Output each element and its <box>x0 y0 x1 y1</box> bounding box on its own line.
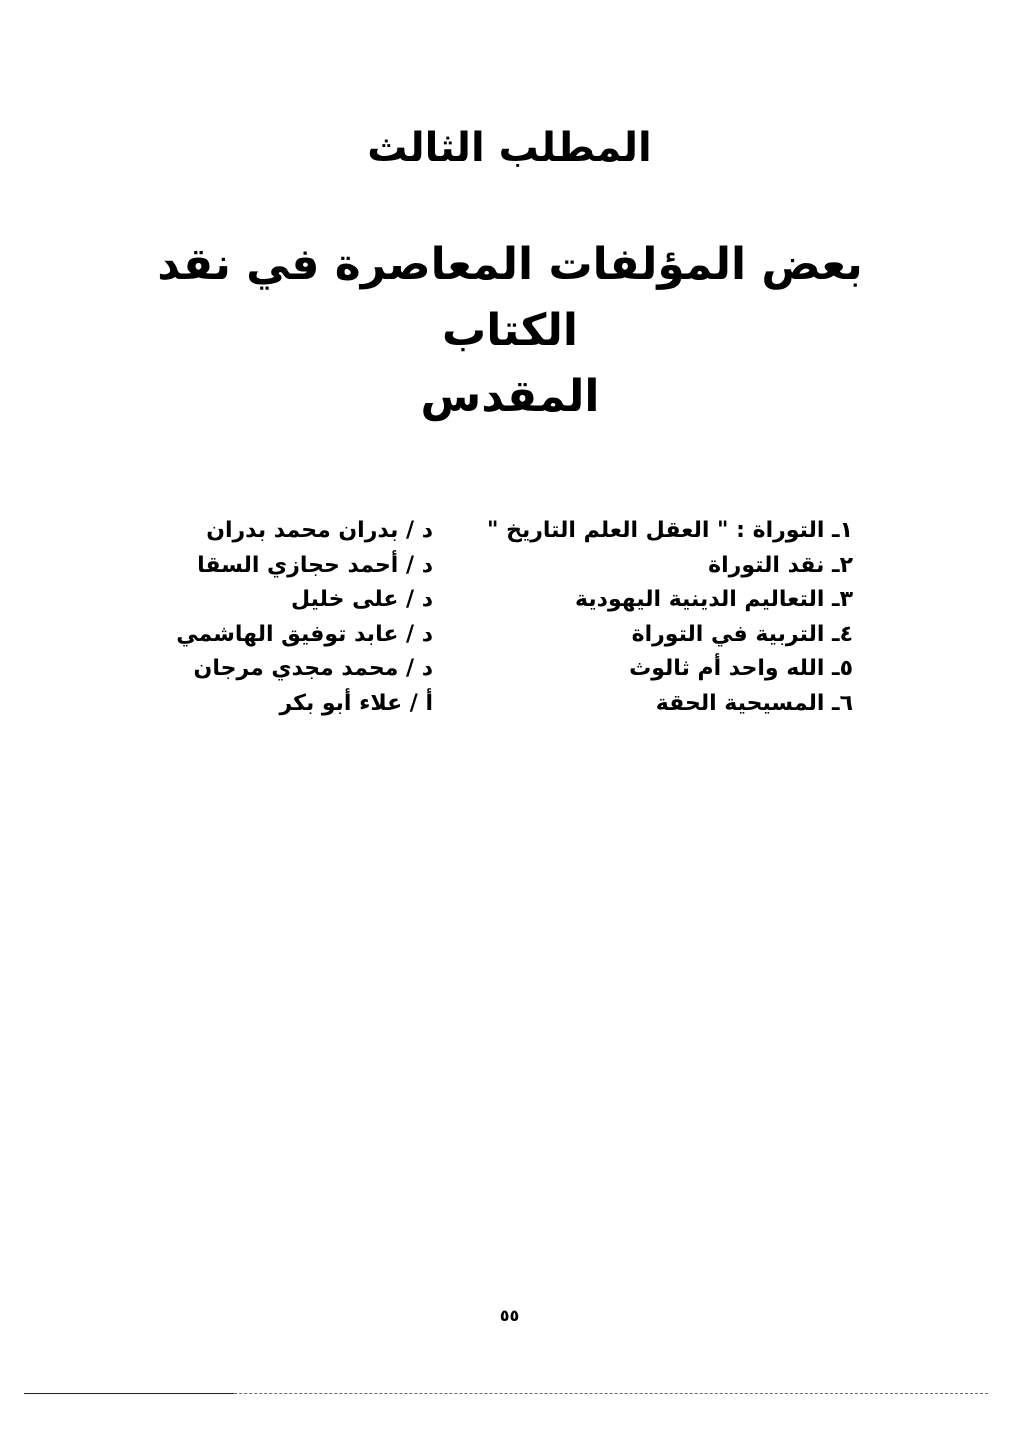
section-heading: المطلب الثالث <box>367 125 652 171</box>
authors-list <box>173 514 433 721</box>
page-number: ٥٥ <box>499 1306 520 1325</box>
author-item: أ / علاء أبو بكر <box>279 690 433 716</box>
author-item: د / على خليل <box>290 587 433 612</box>
book-item: ٣ـ التعاليم الدينية اليهودية <box>575 587 853 612</box>
author-item: د / محمد مجدي مرجان <box>193 656 433 681</box>
page-title-line-2: المقدس <box>420 371 600 422</box>
page-title <box>150 232 870 430</box>
author-item: د / بدران محمد بدران <box>206 518 433 543</box>
book-item: ٤ـ التربية في التوراة <box>631 621 853 647</box>
author-item: د / أحمد حجازي السقا <box>197 552 433 578</box>
footer-divider-solid <box>24 1393 234 1394</box>
page-title-line-1: بعض المؤلفات المعاصرة في نقد الكتاب <box>157 239 863 356</box>
book-item: ٢ـ نقد التوراة <box>708 552 853 578</box>
books-list <box>473 514 853 721</box>
author-item: د / عابد توفيق الهاشمي <box>176 621 433 647</box>
book-item: ١ـ التوراة : " العقل العلم التاريخ " <box>486 518 853 543</box>
book-item: ٦ـ المسيحية الحقة <box>655 690 853 716</box>
book-item: ٥ـ الله واحد أم ثالوث <box>629 656 853 681</box>
